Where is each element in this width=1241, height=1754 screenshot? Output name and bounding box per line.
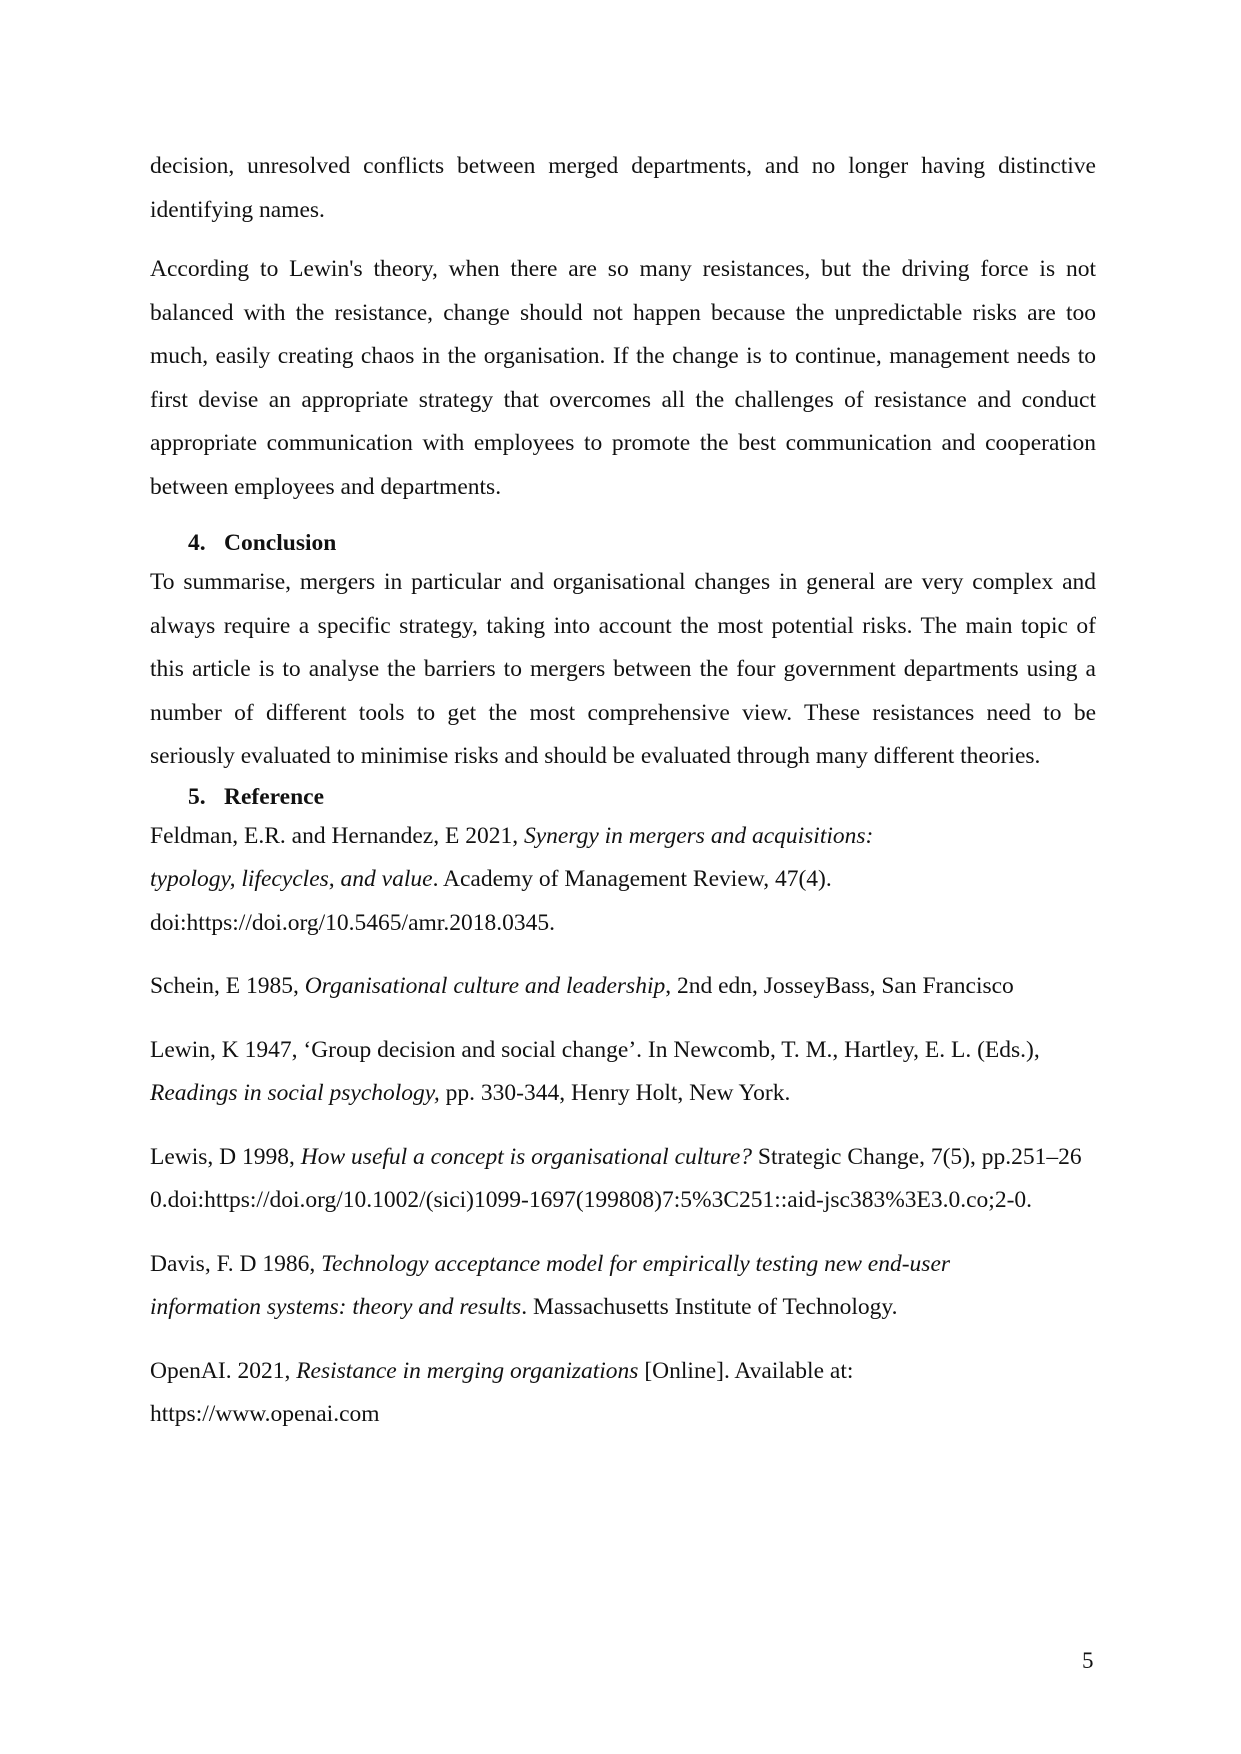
reference-item: Feldman, E.R. and Hernandez, E 2021, Synergy in mergers and acquisitions: typology, lifecycles, and value. Academy of Management Review, 47(4). doi:https://doi.org/10.5465/amr.2018.0345. <box>150 822 874 936</box>
reference-list <box>150 815 1096 1437</box>
section-heading-reference: 5. Reference <box>188 783 325 810</box>
section-heading-conclusion: 4. Conclusion <box>188 530 337 556</box>
paragraph-conclusion: To summarise, mergers in particular and organisational changes in general are very complex and always require a specific strategy, taking into account the most potential risks. The main topic of this article is to analyse the barriers to mergers between the four government departments using a number of different tools to get the most comprehensive view. These resistances need to be seriously evaluated to minimise risks and should be evaluated through many different theories. <box>150 569 1096 769</box>
reference-item: Lewis, D 1998, How useful a concept is organisational culture? Strategic Change, 7(5), pp.251–260.doi:https://doi.org/10.1002/(sici)1099-1697(199808)7:5%3C251::aid-jsc383%3E3.0.co;2-0. <box>150 1143 1082 1213</box>
document-page <box>150 145 1096 1437</box>
reference-item: OpenAI. 2021, Resistance in merging organizations [Online]. Available at: https://www.openai.com <box>150 1357 854 1427</box>
paragraph-continued: decision, unresolved conflicts between merged departments, and no longer having distinctive identifying names. <box>150 153 1096 223</box>
reference-item: Davis, F. D 1986, Technology acceptance model for empirically testing new end-user information systems: theory and results. Massachusetts Institute of Technology. <box>150 1250 951 1320</box>
page-number: 5 <box>1082 1648 1094 1673</box>
reference-item: Schein, E 1985, Organisational culture and leadership, 2nd edn, JosseyBass, San Francisco <box>150 973 1014 999</box>
reference-item: Lewin, K 1947, ‘Group decision and social change’. In Newcomb, T. M., Hartley, E. L. (Eds.), Readings in social psychology, pp. 330-344, Henry Holt, New York. <box>150 1036 1040 1106</box>
paragraph-lewin-theory: According to Lewin's theory, when there are so many resistances, but the driving force is not balanced with the resistance, change should not happen because the unpredictable risks are too much, easily creating chaos in the organisation. If the change is to continue, management needs to first devise an appropriate strategy that overcomes all the challenges of resistance and conduct appropriate communication with employees to promote the best communication and cooperation between employees and departments. <box>150 256 1096 500</box>
